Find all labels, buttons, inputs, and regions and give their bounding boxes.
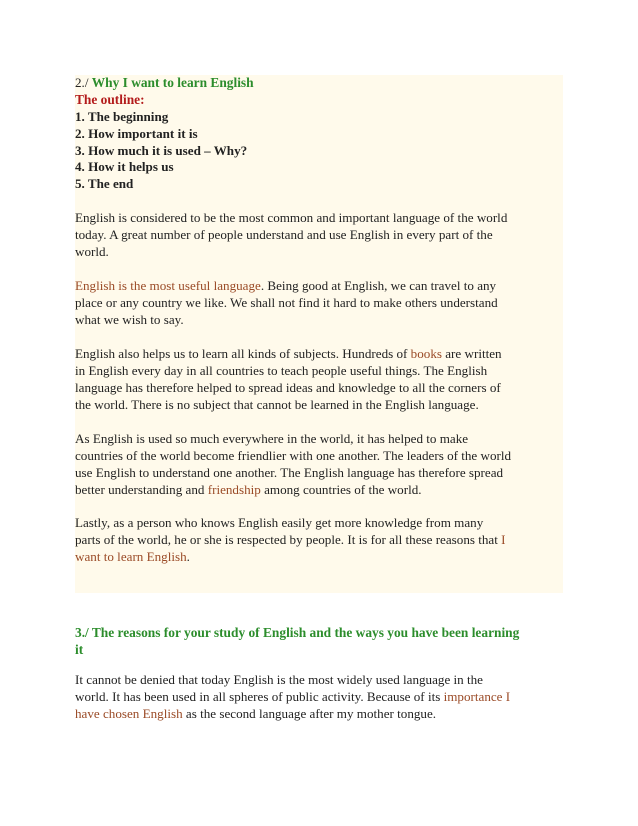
paragraph-line: As English is used so much everywhere in the world, it has helped to make [75,431,469,446]
paragraph-line: use English to understand one another. The English language has therefore spread [75,464,504,480]
paragraph-line: today. A great number of people understand and use English in every part of the [75,226,493,242]
paragraph-line: Lastly, as a person who knows English easily get more knowledge from many [75,515,484,530]
paragraph-text: among countries of the world. [260,481,422,497]
paragraph-text: parts of the world, he or she is respected by people. It is for all these reasons that [75,531,502,547]
paragraph-line: what we wish to say. [75,311,184,327]
paragraph-text: better understanding and [75,481,208,497]
paragraph-text: as the second language after my mother tongue. [182,705,437,721]
paragraph-4 [75,431,567,499]
paragraph-text: are written [441,346,502,361]
paragraph-line: the world. There is no subject that cannot be learned in the English language. [75,396,479,412]
link-have-chosen-english[interactable]: have chosen English [75,705,183,721]
paragraph-text: . Being good at English, we can travel to any [260,278,497,293]
paragraph-line: place or any country we like. We shall not find it hard to make others understand [75,294,498,310]
outline-item: 5. The end [75,176,134,192]
section3-title-line: it [75,641,84,657]
link-i-want-to-learn-english[interactable]: I [501,531,506,547]
section3-title [75,625,567,659]
paragraph-text: world. It has been used in all spheres of public activity. Because of its [75,688,444,704]
link-most-useful-language[interactable]: English is the most useful language [75,278,261,293]
outline-item: 1. The beginning [75,108,169,124]
paragraph-1 [75,210,567,261]
paragraph-line: language has therefore helped to spread ideas and knowledge to all the corners of [75,379,501,395]
paragraph-text: . [186,548,190,564]
outline-item: 3. How much it is used – Why? [75,142,248,158]
paragraph-line: countries of the world become friendlier with one another. The leaders of the world [75,447,512,463]
paragraph-line: in English every day in all countries to teach people useful things. The English [75,362,488,378]
link-books[interactable]: books [410,346,442,361]
section3-paragraph [75,672,567,723]
outline-item: 2. How important it is [75,125,198,141]
link-friendship[interactable]: friendship [207,481,261,497]
section2-header [75,75,567,193]
paragraph-2 [75,278,567,329]
outline-item: 4. How it helps us [75,159,174,175]
paragraph-3 [75,346,567,414]
outline-label: The outline: [75,91,145,107]
section2-title: Why I want to learn English [91,75,254,90]
paragraph-text: English also helps us to learn all kinds of subjects. Hundreds of [75,346,411,361]
section3-title-line: 3./ The reasons for your study of English and the ways you have been learning [75,625,520,640]
link-importance[interactable]: importance I [443,688,511,704]
paragraph-line: It cannot be denied that today English is the most widely used language in the [75,672,483,687]
paragraph-line: world. [75,243,109,259]
section2-number: 2./ [75,75,89,90]
paragraph-line: English is considered to be the most common and important language of the world [75,210,508,225]
link-i-want-to-learn-english[interactable]: want to learn English [75,548,187,564]
paragraph-5 [75,515,567,566]
